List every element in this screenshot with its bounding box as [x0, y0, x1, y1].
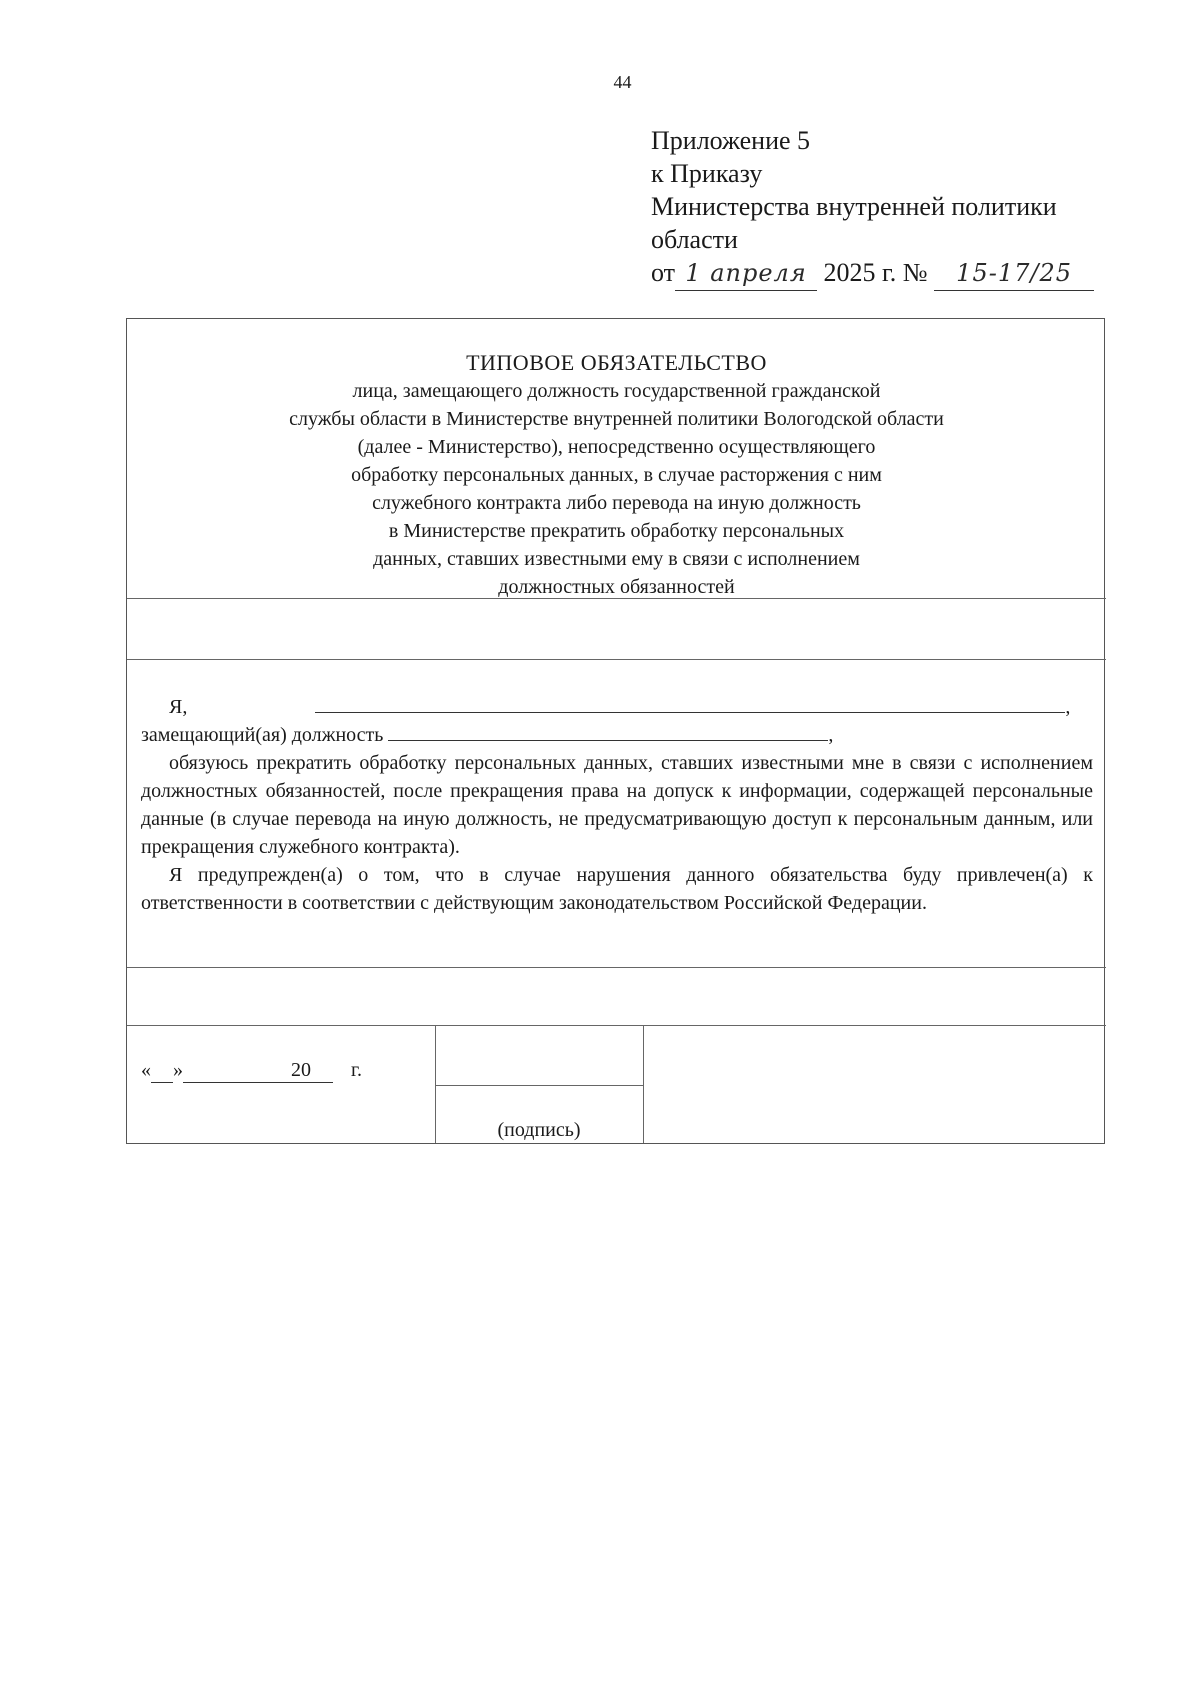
heading-line: должностных обязанностей: [498, 576, 735, 598]
date-field: [675, 256, 817, 291]
position-line: [141, 721, 1093, 749]
heading-line: данных, ставших известными ему в связи с исполнением: [373, 548, 860, 570]
comma: ,: [828, 724, 834, 746]
heading-line: (далее - Министерство), непосредственно осуществляющего: [357, 436, 876, 458]
column-divider: [643, 1025, 644, 1143]
date-row: [141, 1059, 362, 1083]
divider: [127, 598, 1106, 599]
appendix-ministry: Министерства внутренней политики: [651, 192, 1057, 221]
number-handwritten: 15-17/25: [956, 259, 1072, 287]
heading-line: лица, замещающего должность государственной гражданской: [352, 380, 881, 402]
quote-close: »: [173, 1059, 183, 1081]
heading-line: в Министерстве прекратить обработку персональных: [388, 520, 845, 542]
appendix-order-ref: к Приказу: [651, 159, 763, 188]
obligation-body: [141, 693, 1093, 917]
position-field[interactable]: [388, 722, 828, 741]
position-label: замещающий(ая) должность: [141, 724, 384, 746]
obligation-form: [126, 318, 1105, 1144]
divider: [127, 1025, 1106, 1026]
month-field[interactable]: [183, 1059, 291, 1083]
page-number: 44: [613, 72, 632, 92]
form-heading: [127, 349, 1106, 601]
number-field: [934, 256, 1094, 291]
appendix-block: [651, 124, 1094, 291]
form-title: ТИПОВОЕ ОБЯЗАТЕЛЬСТВО: [466, 350, 767, 375]
name-line: [141, 693, 1093, 721]
warning-paragraph: Я предупрежден(а) о том, что в случае нарушения данного обязательства буду привлечен(а) к ответственности в соответствии с действующим законодательством Российской Федерации.: [141, 864, 1093, 914]
quote-open: «: [141, 1059, 151, 1081]
appendix-region: области: [651, 225, 738, 254]
year-prefix: 20: [291, 1059, 311, 1081]
signature-line: [435, 1085, 643, 1086]
heading-line: служебного контракта либо перевода на иную должность: [372, 492, 861, 514]
appendix-title: Приложение 5: [651, 126, 811, 155]
year-suffix: г.: [351, 1059, 362, 1081]
comma: ,: [1065, 696, 1071, 718]
heading-line: обработку персональных данных, в случае расторжения с ним: [351, 464, 882, 486]
full-name-field[interactable]: [315, 694, 1065, 713]
day-field[interactable]: [151, 1059, 173, 1083]
date-prefix: от: [651, 258, 676, 287]
year-number-label: 2025 г. №: [823, 258, 928, 287]
divider: [127, 967, 1106, 968]
date-handwritten: 1 апреля: [685, 259, 807, 287]
obligation-paragraph: обязуюсь прекратить обработку персональных данных, ставших известными мне в связи с исполнением должностных обязанностей, после прекращения права на допуск к информации, содержащей персональные данные (в случае перевода на иную должность, не предусматривающую доступ к персональным данным, или прекращения служебного контракта).: [141, 752, 1093, 858]
appendix-date-line: [651, 256, 1094, 291]
heading-line: службы области в Министерстве внутренней политики Вологодской области: [289, 408, 944, 430]
ya-label: Я,: [169, 696, 188, 718]
divider: [127, 659, 1106, 660]
signature-label: (подпись): [497, 1119, 581, 1141]
year-field[interactable]: [311, 1059, 333, 1083]
